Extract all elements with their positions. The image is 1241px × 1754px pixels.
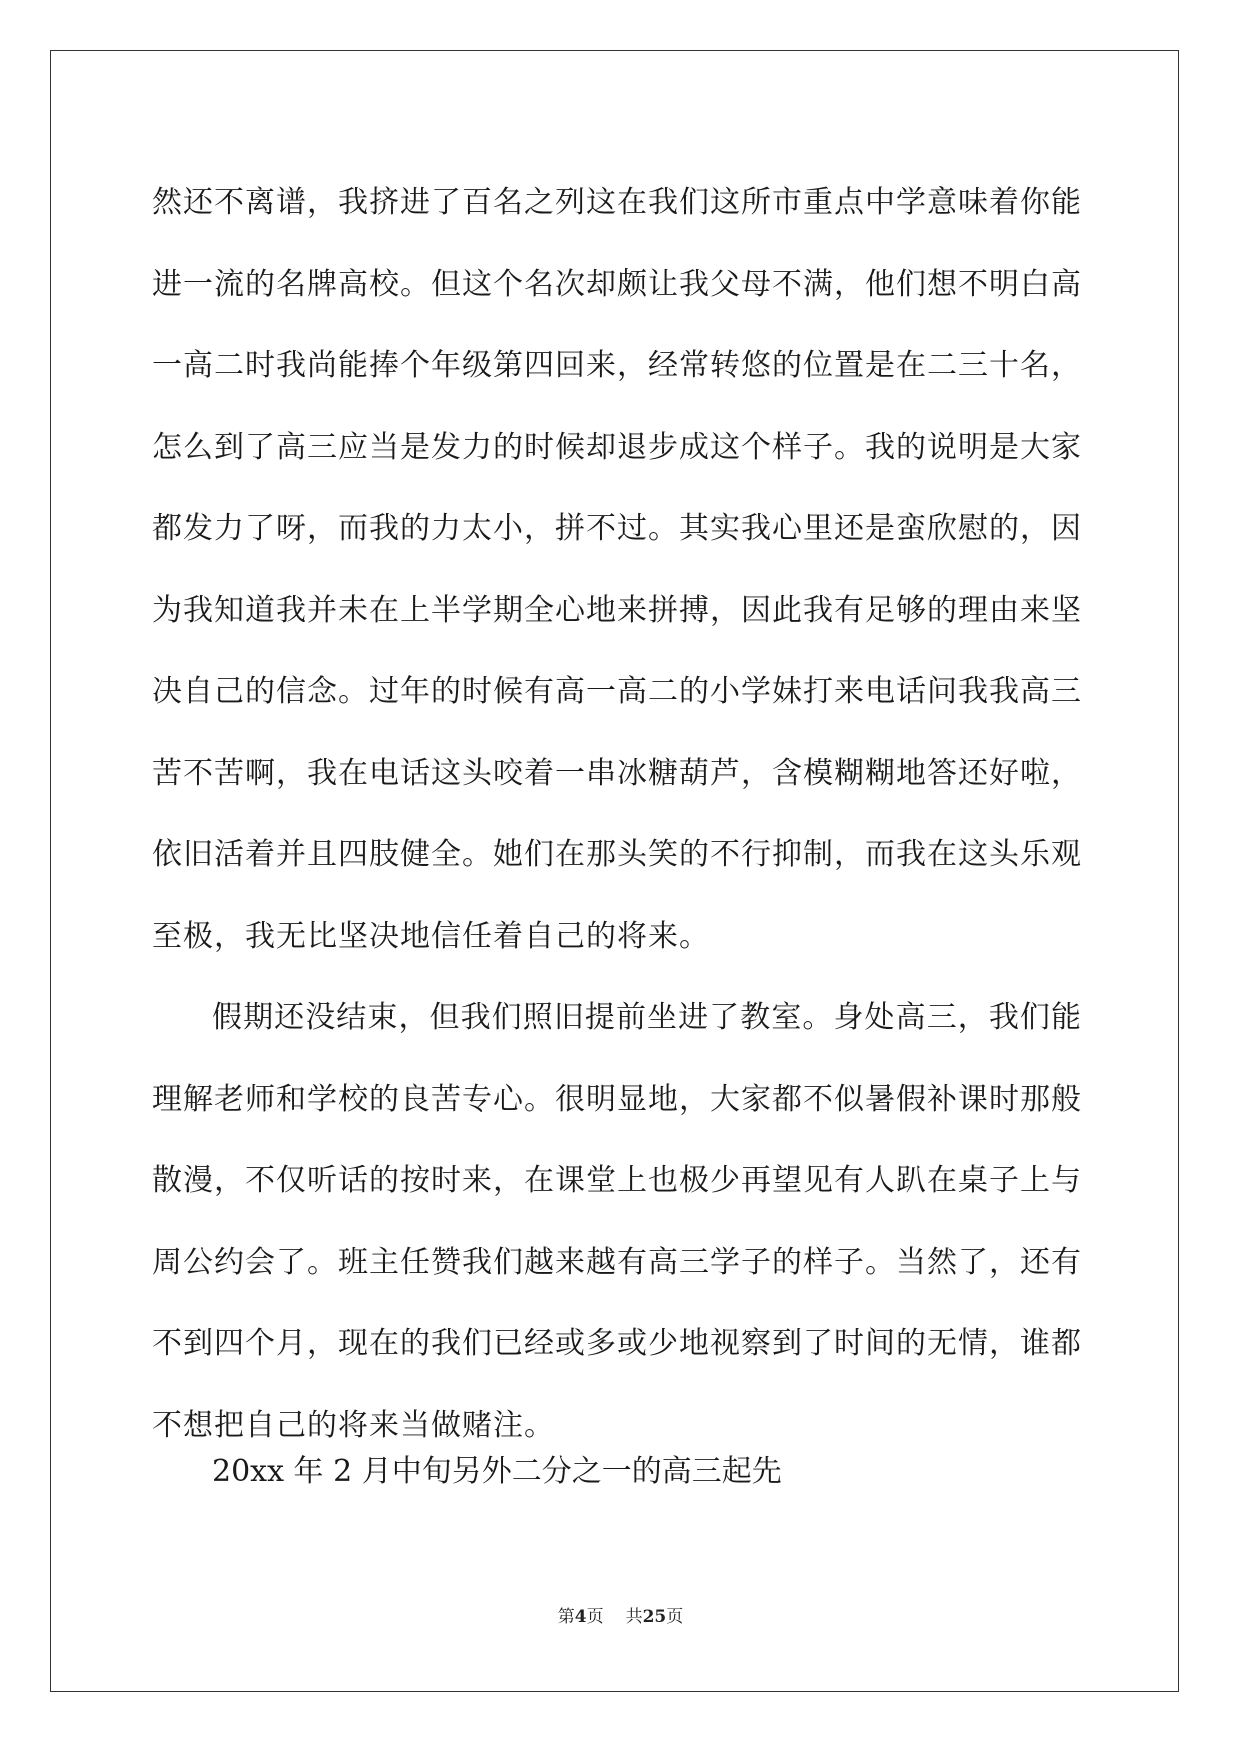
text-line: 不到四个月，现在的我们已经或多或少地视察到了时间的无情，谁都 bbox=[152, 1326, 1082, 1361]
text-line: 周公约会了。班主任赞我们越来越有高三学子的样子。当然了，还有 bbox=[152, 1244, 1082, 1280]
text-line: 都发力了呀，而我的力太小，拼不过。其实我心里还是蛮欣慰的，因 bbox=[152, 511, 1082, 546]
section-heading: 20xx 年 2 月中旬另外二分之一的高三起先 bbox=[212, 1454, 782, 1489]
footer-prefix: 第 bbox=[557, 1607, 575, 1627]
page-number: 4 bbox=[574, 1607, 587, 1627]
text-line: 进一流的名牌高校。但这个名次却颇让我父母不满，他们想不明白高 bbox=[152, 266, 1082, 302]
text-line: 怎么到了高三应当是发力的时候却退步成这个样子。我的说明是大家 bbox=[152, 429, 1082, 465]
text-line: 假期还没结束，但我们照旧提前坐进了教室。身处高三，我们能 bbox=[212, 1000, 1082, 1035]
text-line: 不想把自己的将来当做赌注。 bbox=[152, 1407, 555, 1443]
text-line: 依旧活着并且四肢健全。她们在那头笑的不行抑制，而我在这头乐观 bbox=[152, 837, 1082, 872]
text-line: 决自己的信念。过年的时候有高一高二的小学妹打来电话问我我高三 bbox=[152, 674, 1082, 709]
text-line: 苦不苦啊，我在电话这头咬着一串冰糖葫芦，含模糊糊地答还好啦， bbox=[152, 755, 1082, 791]
text-line: 散漫，不仅听话的按时来，在课堂上也极少再望见有人趴在桌子上与 bbox=[152, 1163, 1082, 1198]
text-line: 理解老师和学校的良苦专心。很明显地，大家都不似暑假补课时那般 bbox=[152, 1081, 1082, 1117]
text-line: 一高二时我尚能捧个年级第四回来，经常转悠的位置是在二三十名， bbox=[152, 348, 1082, 383]
total-pages: 25 bbox=[642, 1607, 667, 1627]
footer-page-suffix: 页 bbox=[586, 1607, 604, 1627]
footer-total-suffix: 页 bbox=[666, 1607, 684, 1627]
text-line: 然还不离谱，我挤进了百名之列这在我们这所市重点中学意味着你能 bbox=[152, 185, 1082, 220]
page-footer bbox=[0, 1602, 1241, 1627]
document-body bbox=[152, 162, 1082, 1466]
footer-total-prefix: 共 bbox=[625, 1607, 643, 1627]
text-line: 至极，我无比坚决地信任着自己的将来。 bbox=[152, 918, 710, 954]
text-line: 为我知道我并未在上半学期全心地来拼搏，因此我有足够的理由来坚 bbox=[152, 592, 1082, 628]
